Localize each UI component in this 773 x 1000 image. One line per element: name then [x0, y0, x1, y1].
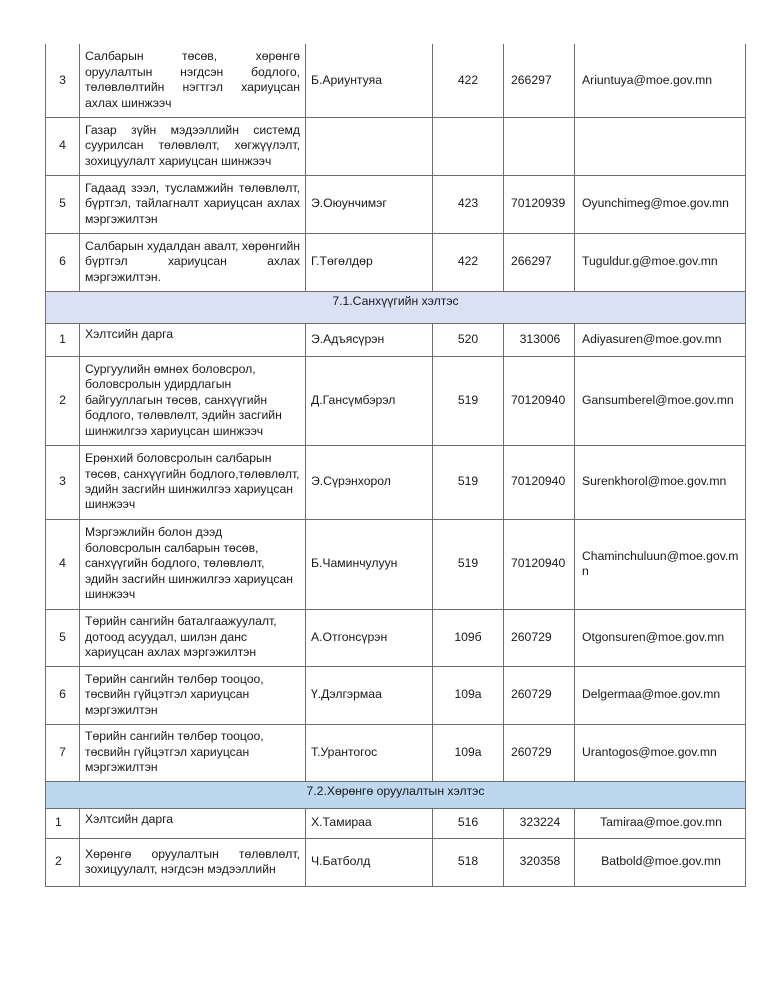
- employee-name: Э.Оюунчимэг: [306, 175, 433, 233]
- section-header-finance: [46, 291, 746, 323]
- room-number: 109а: [433, 724, 504, 781]
- employee-name: Х.Тамираа: [306, 808, 433, 838]
- email-address[interactable]: Otgonsuren@moe.gov.mn: [575, 609, 746, 666]
- email-address[interactable]: Gansumberel@moe.gov.mn: [575, 356, 746, 445]
- phone-number: 260729: [504, 666, 575, 724]
- position-description: Төрийн сангийн баталгаажуулалт, дотоод асуудал, шилэн данс хариуцсан ахлах мэргэжилтэн: [80, 609, 306, 666]
- table-row: [46, 323, 746, 356]
- row-number: 1: [46, 808, 80, 838]
- phone-number: 323224: [504, 808, 575, 838]
- row-number: 7: [46, 724, 80, 781]
- room-number: 519: [433, 519, 504, 609]
- row-number: 6: [46, 233, 80, 291]
- email-address[interactable]: Oyunchimeg@moe.gov.mn: [575, 175, 746, 233]
- room-number: [433, 117, 504, 175]
- staff-contact-table: [45, 44, 746, 887]
- table-row: [46, 175, 746, 233]
- email-address[interactable]: Delgermaa@moe.gov.mn: [575, 666, 746, 724]
- room-number: 516: [433, 808, 504, 838]
- room-number: 422: [433, 44, 504, 117]
- table-row: [46, 356, 746, 445]
- room-number: 519: [433, 356, 504, 445]
- employee-name: Э.Сүрэнхорол: [306, 445, 433, 519]
- row-number: 3: [46, 445, 80, 519]
- table-row: [46, 233, 746, 291]
- row-number: 3: [46, 44, 80, 117]
- employee-name: [306, 117, 433, 175]
- employee-name: Э.Адъясүрэн: [306, 323, 433, 356]
- employee-name: Т.Урантогос: [306, 724, 433, 781]
- email-address[interactable]: Batbold@moe.gov.mn: [575, 838, 746, 886]
- room-number: 422: [433, 233, 504, 291]
- table-row: [46, 666, 746, 724]
- email-address[interactable]: Urantogos@moe.gov.mn: [575, 724, 746, 781]
- phone-number: 260729: [504, 609, 575, 666]
- room-number: 109б: [433, 609, 504, 666]
- room-number: 109а: [433, 666, 504, 724]
- position-description: Хэлтсийн дарга: [80, 808, 306, 838]
- room-number: 520: [433, 323, 504, 356]
- row-number: 5: [46, 175, 80, 233]
- room-number: 519: [433, 445, 504, 519]
- email-address[interactable]: Tuguldur.g@moe.gov.mn: [575, 233, 746, 291]
- email-address[interactable]: Tamiraa@moe.gov.mn: [575, 808, 746, 838]
- position-description: Мэргэжлийн болон дээд боловсролын салбарын төсөв, санхүүгийн бодлого, төлөвлөлт, эдийн засгийн шинжилгээ хариуцсан шинжээч: [80, 519, 306, 609]
- email-address[interactable]: Adiyasuren@moe.gov.mn: [575, 323, 746, 356]
- employee-name: Г.Төгөлдөр: [306, 233, 433, 291]
- phone-number: 260729: [504, 724, 575, 781]
- email-address[interactable]: Ariuntuya@moe.gov.mn: [575, 44, 746, 117]
- table-row: [46, 609, 746, 666]
- row-number: 2: [46, 356, 80, 445]
- section-title: 7.1.Санхүүгийн хэлтэс: [46, 291, 746, 323]
- table-row: [46, 808, 746, 838]
- phone-number: 266297: [504, 233, 575, 291]
- position-description: Төрийн сангийн төлбөр тооцоо, төсвийн гүйцэтгэл хариуцсан мэргэжилтэн: [80, 666, 306, 724]
- row-number: 1: [46, 323, 80, 356]
- table-row: [46, 117, 746, 175]
- row-number: 5: [46, 609, 80, 666]
- position-description: Салбарын төсөв, хөрөнгө оруулалтын нэгдсэн бодлого, төлөвлөлтийн нэгтгэл хариуцсан ахлах шинжээч: [80, 44, 306, 117]
- phone-number: [504, 117, 575, 175]
- table-row: [46, 724, 746, 781]
- position-description: Төрийн сангийн төлбөр тооцоо, төсвийн гүйцэтгэл хариуцсан мэргэжилтэн: [80, 724, 306, 781]
- row-number: 4: [46, 519, 80, 609]
- phone-number: 313006: [504, 323, 575, 356]
- email-address[interactable]: Surenkhorol@moe.gov.mn: [575, 445, 746, 519]
- room-number: 518: [433, 838, 504, 886]
- employee-name: Б.Ариунтуяа: [306, 44, 433, 117]
- row-number: 2: [46, 838, 80, 886]
- email-address[interactable]: [575, 117, 746, 175]
- table-row: [46, 445, 746, 519]
- table-row: [46, 519, 746, 609]
- position-description: Хөрөнгө оруулалтын төлөвлөлт, зохицуулалт, нэгдсэн мэдээллийн: [80, 838, 306, 886]
- room-number: 423: [433, 175, 504, 233]
- employee-name: Ч.Батболд: [306, 838, 433, 886]
- position-description: Газар зүйн мэдээллийн системд суурилсан төлөвлөлт, хөгжүүлэлт, зохицуулалт хариуцсан шинжээч: [80, 117, 306, 175]
- table-row: [46, 838, 746, 886]
- position-description: Ерөнхий боловсролын салбарын төсөв, санхүүгийн бодлого,төлөвлөлт, эдийн засгийн шинжилгээ хариуцсан шинжээч: [80, 445, 306, 519]
- phone-number: 70120940: [504, 519, 575, 609]
- position-description: Салбарын худалдан авалт, хөрөнгийн бүртгэл хариуцсан ахлах мэргэжилтэн.: [80, 233, 306, 291]
- phone-number: 70120940: [504, 445, 575, 519]
- employee-name: А.Отгонсүрэн: [306, 609, 433, 666]
- table-row: [46, 44, 746, 117]
- section-title: 7.2.Хөрөнгө оруулалтын хэлтэс: [46, 781, 746, 808]
- section-header-investment: [46, 781, 746, 808]
- phone-number: 266297: [504, 44, 575, 117]
- phone-number: 70120939: [504, 175, 575, 233]
- row-number: 4: [46, 117, 80, 175]
- row-number: 6: [46, 666, 80, 724]
- employee-name: Ү.Дэлгэрмаа: [306, 666, 433, 724]
- position-description: Гадаад зээл, тусламжийн төлөвлөлт, бүртгэл, тайлагналт хариуцсан ахлах мэргэжилтэн: [80, 175, 306, 233]
- position-description: Сургуулийн өмнөх боловсрол, боловсролын удирдлагын байгууллагын төсөв, санхүүгийн бодлого, төлөвлөлт, эдийн засгийн шинжилгээ хариуцсан шинжээч: [80, 356, 306, 445]
- phone-number: 320358: [504, 838, 575, 886]
- email-address[interactable]: Chaminchuluun@moe.gov.mn: [575, 519, 746, 609]
- employee-name: Д.Гансүмбэрэл: [306, 356, 433, 445]
- phone-number: 70120940: [504, 356, 575, 445]
- employee-name: Б.Чаминчулуун: [306, 519, 433, 609]
- position-description: Хэлтсийн дарга: [80, 323, 306, 356]
